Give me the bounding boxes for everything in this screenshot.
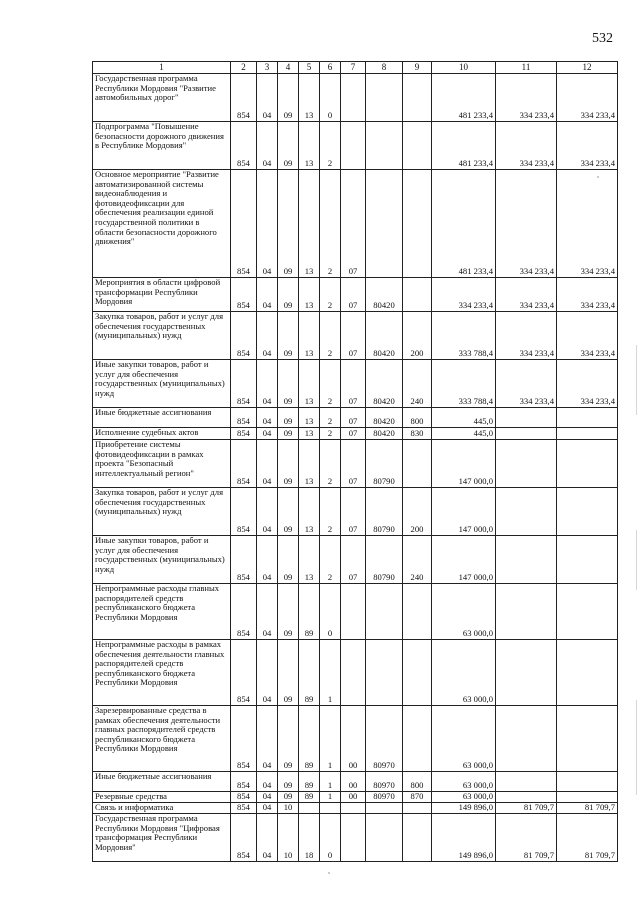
cell-c3: 04 <box>257 640 278 706</box>
cell-c12 <box>557 640 618 706</box>
cell-c4: 09 <box>278 706 299 772</box>
cell-c10: 147 000,0 <box>432 536 496 584</box>
row-name-cell: Закупка товаров, работ и услуг для обеспечения государственных (муниципальных) нужд <box>93 312 231 360</box>
table-row <box>93 772 618 792</box>
cell-c12 <box>557 488 618 536</box>
cell-c4: 09 <box>278 792 299 803</box>
cell-c11 <box>496 428 557 440</box>
cell-c5: 13 <box>299 360 320 408</box>
cell-c6: 2 <box>320 170 341 278</box>
row-name-cell: Основное мероприятие "Развитие автоматизированной системы видеонаблюдения и фотовидеофиксации для обеспечения реализации единой государственной политики в области безопасности дорожного движения" <box>93 170 231 278</box>
row-name-cell: Приобретение системы фотовидеофиксации в рамках проекта "Безопасный интеллектуальный регион" <box>93 440 231 488</box>
cell-c3: 04 <box>257 428 278 440</box>
row-name-cell: Закупка товаров, работ и услуг для обеспечения государственных (муниципальных) нужд <box>93 488 231 536</box>
cell-c3: 04 <box>257 278 278 312</box>
row-name-cell: Непрограммные расходы в рамках обеспечения деятельности главных распорядителей средств республиканского бюджета Республики Мордовия <box>93 640 231 706</box>
cell-c4: 09 <box>278 122 299 170</box>
cell-c12 <box>557 706 618 772</box>
cell-c5: 13 <box>299 440 320 488</box>
cell-c3: 04 <box>257 360 278 408</box>
cell-c2: 854 <box>231 428 257 440</box>
scan-line <box>636 700 637 795</box>
cell-c10: 333 788,4 <box>432 312 496 360</box>
cell-c8 <box>366 584 403 640</box>
cell-c5: 13 <box>299 428 320 440</box>
column-header: 8 <box>366 62 403 74</box>
cell-c8: 80970 <box>366 792 403 803</box>
cell-c12 <box>557 440 618 488</box>
row-name-cell: Иные закупки товаров, работ и услуг для обеспечения государственных (муниципальных) нужд <box>93 360 231 408</box>
row-name-cell: Непрограммные расходы главных распорядителей средств республиканского бюджета Республики Мордовия <box>93 584 231 640</box>
cell-c3: 04 <box>257 440 278 488</box>
scan-line <box>636 345 637 415</box>
column-header: 6 <box>320 62 341 74</box>
table-row <box>93 408 618 428</box>
cell-c6: 0 <box>320 814 341 862</box>
cell-c4: 09 <box>278 360 299 408</box>
table-row <box>93 792 618 803</box>
table-row <box>93 278 618 312</box>
cell-c4: 09 <box>278 772 299 792</box>
budget-table <box>92 61 618 862</box>
cell-c10: 149 896,0 <box>432 803 496 814</box>
cell-c4: 09 <box>278 640 299 706</box>
cell-c6: 0 <box>320 584 341 640</box>
cell-c5: 13 <box>299 408 320 428</box>
column-header: 10 <box>432 62 496 74</box>
cell-c11 <box>496 536 557 584</box>
cell-c4: 09 <box>278 278 299 312</box>
column-header: 12 <box>557 62 618 74</box>
cell-c10: 333 788,4 <box>432 360 496 408</box>
cell-c2: 854 <box>231 312 257 360</box>
cell-c3: 04 <box>257 122 278 170</box>
cell-c2: 854 <box>231 122 257 170</box>
cell-c10: 147 000,0 <box>432 488 496 536</box>
cell-c4: 09 <box>278 74 299 122</box>
cell-c7: 00 <box>341 772 366 792</box>
cell-c4: 09 <box>278 170 299 278</box>
cell-c10: 63 000,0 <box>432 584 496 640</box>
cell-c8: 80970 <box>366 772 403 792</box>
cell-c9 <box>403 706 432 772</box>
cell-c3: 04 <box>257 312 278 360</box>
cell-c7: 07 <box>341 360 366 408</box>
cell-c12: 81 709,7 <box>557 803 618 814</box>
cell-c5: 13 <box>299 312 320 360</box>
cell-c12: 334 233,4 <box>557 360 618 408</box>
cell-c9: 200 <box>403 312 432 360</box>
scan-speck <box>328 872 330 874</box>
cell-c5: 13 <box>299 74 320 122</box>
cell-c3: 04 <box>257 536 278 584</box>
cell-c7: 07 <box>341 536 366 584</box>
column-header: 4 <box>278 62 299 74</box>
column-header: 5 <box>299 62 320 74</box>
cell-c9: 830 <box>403 428 432 440</box>
table-row <box>93 428 618 440</box>
cell-c8 <box>366 170 403 278</box>
cell-c2: 854 <box>231 640 257 706</box>
cell-c10: 63 000,0 <box>432 772 496 792</box>
cell-c7: 00 <box>341 792 366 803</box>
cell-c3: 04 <box>257 792 278 803</box>
cell-c12: 334 233,4 <box>557 278 618 312</box>
cell-c6: 2 <box>320 536 341 584</box>
cell-c7: 07 <box>341 488 366 536</box>
cell-c4: 10 <box>278 814 299 862</box>
cell-c7: 00 <box>341 706 366 772</box>
cell-c3: 04 <box>257 814 278 862</box>
table-row <box>93 584 618 640</box>
cell-c2: 854 <box>231 278 257 312</box>
cell-c7 <box>341 74 366 122</box>
cell-c8: 80420 <box>366 312 403 360</box>
cell-c11 <box>496 584 557 640</box>
cell-c5: 89 <box>299 640 320 706</box>
row-name-cell: Иные бюджетные ассигнования <box>93 408 231 428</box>
cell-c6: 2 <box>320 408 341 428</box>
table-body <box>93 74 618 862</box>
cell-c2: 854 <box>231 772 257 792</box>
cell-c8: 80420 <box>366 408 403 428</box>
row-name-cell: Связь и информатика <box>93 803 231 814</box>
row-name-cell: Мероприятия в области цифровой трансформации Республики Мордовия <box>93 278 231 312</box>
cell-c2: 854 <box>231 360 257 408</box>
cell-c12 <box>557 408 618 428</box>
cell-c9 <box>403 640 432 706</box>
table-row <box>93 170 618 278</box>
row-name-cell: Государственная программа Республики Мордовия "Развитие автомобильных дорог" <box>93 74 231 122</box>
cell-c6: 2 <box>320 312 341 360</box>
table-row <box>93 360 618 408</box>
cell-c2: 854 <box>231 488 257 536</box>
cell-c6: 2 <box>320 360 341 408</box>
table-row <box>93 536 618 584</box>
cell-c8: 80790 <box>366 440 403 488</box>
cell-c11: 334 233,4 <box>496 278 557 312</box>
cell-c5: 13 <box>299 122 320 170</box>
cell-c4: 10 <box>278 803 299 814</box>
cell-c9 <box>403 170 432 278</box>
cell-c12: 334 233,4 <box>557 170 618 278</box>
cell-c4: 09 <box>278 488 299 536</box>
column-header: 9 <box>403 62 432 74</box>
cell-c11: 81 709,7 <box>496 814 557 862</box>
cell-c8: 80970 <box>366 706 403 772</box>
column-header: 1 <box>93 62 231 74</box>
cell-c5: 13 <box>299 536 320 584</box>
cell-c5: 18 <box>299 814 320 862</box>
cell-c7: 07 <box>341 408 366 428</box>
cell-c6 <box>320 803 341 814</box>
cell-c10: 63 000,0 <box>432 792 496 803</box>
row-name-cell: Исполнение судебных актов <box>93 428 231 440</box>
cell-c8 <box>366 640 403 706</box>
cell-c2: 854 <box>231 408 257 428</box>
cell-c6: 1 <box>320 640 341 706</box>
cell-c5 <box>299 803 320 814</box>
table-row <box>93 312 618 360</box>
cell-c12: 81 709,7 <box>557 814 618 862</box>
cell-c9: 240 <box>403 360 432 408</box>
row-name-cell: Зарезервированные средства в рамках обеспечения деятельности главных распорядителей средств республиканского бюджета Республики Мордовия <box>93 706 231 772</box>
cell-c2: 854 <box>231 584 257 640</box>
table-row <box>93 803 618 814</box>
cell-c8 <box>366 122 403 170</box>
cell-c11 <box>496 640 557 706</box>
cell-c10: 63 000,0 <box>432 706 496 772</box>
table-row <box>93 640 618 706</box>
cell-c11 <box>496 706 557 772</box>
cell-c12 <box>557 536 618 584</box>
cell-c9: 240 <box>403 536 432 584</box>
cell-c7: 07 <box>341 312 366 360</box>
cell-c9: 800 <box>403 772 432 792</box>
cell-c2: 854 <box>231 440 257 488</box>
cell-c7 <box>341 640 366 706</box>
cell-c2: 854 <box>231 803 257 814</box>
cell-c11: 334 233,4 <box>496 360 557 408</box>
cell-c9 <box>403 814 432 862</box>
cell-c4: 09 <box>278 440 299 488</box>
cell-c6: 1 <box>320 792 341 803</box>
cell-c4: 09 <box>278 408 299 428</box>
cell-c3: 04 <box>257 706 278 772</box>
cell-c9 <box>403 122 432 170</box>
cell-c8 <box>366 803 403 814</box>
cell-c9 <box>403 584 432 640</box>
cell-c10: 445,0 <box>432 408 496 428</box>
row-name-cell: Резервные средства <box>93 792 231 803</box>
cell-c2: 854 <box>231 792 257 803</box>
cell-c5: 13 <box>299 488 320 536</box>
cell-c4: 09 <box>278 584 299 640</box>
cell-c11: 334 233,4 <box>496 74 557 122</box>
cell-c2: 854 <box>231 536 257 584</box>
cell-c6: 1 <box>320 706 341 772</box>
table-row <box>93 122 618 170</box>
cell-c11 <box>496 772 557 792</box>
cell-c4: 09 <box>278 428 299 440</box>
cell-c7: 07 <box>341 278 366 312</box>
table-row <box>93 74 618 122</box>
cell-c3: 04 <box>257 803 278 814</box>
table-row <box>93 706 618 772</box>
cell-c10: 147 000,0 <box>432 440 496 488</box>
cell-c6: 2 <box>320 122 341 170</box>
cell-c10: 481 233,4 <box>432 122 496 170</box>
column-header: 7 <box>341 62 366 74</box>
cell-c4: 09 <box>278 536 299 584</box>
cell-c12 <box>557 584 618 640</box>
cell-c2: 854 <box>231 170 257 278</box>
cell-c3: 04 <box>257 408 278 428</box>
cell-c12: 334 233,4 <box>557 74 618 122</box>
scan-speck <box>597 176 599 178</box>
cell-c5: 13 <box>299 278 320 312</box>
cell-c9: 870 <box>403 792 432 803</box>
cell-c10: 63 000,0 <box>432 640 496 706</box>
cell-c7 <box>341 814 366 862</box>
row-name-cell: Подпрограмма "Повышение безопасности дорожного движения в Республике Мордовия" <box>93 122 231 170</box>
cell-c2: 854 <box>231 706 257 772</box>
cell-c6: 2 <box>320 488 341 536</box>
table-row <box>93 814 618 862</box>
cell-c7: 07 <box>341 428 366 440</box>
cell-c5: 89 <box>299 772 320 792</box>
cell-c10: 481 233,4 <box>432 170 496 278</box>
cell-c4: 09 <box>278 312 299 360</box>
cell-c6: 1 <box>320 772 341 792</box>
cell-c6: 2 <box>320 440 341 488</box>
cell-c9 <box>403 440 432 488</box>
cell-c6: 2 <box>320 428 341 440</box>
cell-c2: 854 <box>231 814 257 862</box>
cell-c2: 854 <box>231 74 257 122</box>
cell-c7: 07 <box>341 170 366 278</box>
cell-c8: 80790 <box>366 488 403 536</box>
column-header: 3 <box>257 62 278 74</box>
column-header: 2 <box>231 62 257 74</box>
table-header-row <box>93 62 618 74</box>
row-name-cell: Иные закупки товаров, работ и услуг для обеспечения государственных (муниципальных) нужд <box>93 536 231 584</box>
cell-c7 <box>341 122 366 170</box>
page-number: 532 <box>592 31 613 46</box>
cell-c12: 334 233,4 <box>557 122 618 170</box>
cell-c3: 04 <box>257 74 278 122</box>
cell-c3: 04 <box>257 584 278 640</box>
cell-c9 <box>403 74 432 122</box>
cell-c10: 445,0 <box>432 428 496 440</box>
cell-c8: 80420 <box>366 278 403 312</box>
cell-c5: 89 <box>299 584 320 640</box>
row-name-cell: Иные бюджетные ассигнования <box>93 772 231 792</box>
cell-c9: 800 <box>403 408 432 428</box>
cell-c6: 2 <box>320 278 341 312</box>
cell-c7: 07 <box>341 440 366 488</box>
cell-c11 <box>496 792 557 803</box>
scan-line <box>636 530 637 590</box>
cell-c9 <box>403 803 432 814</box>
row-name-cell: Государственная программа Республики Мордовия "Цифровая трансформация Республики Мордовия" <box>93 814 231 862</box>
cell-c12 <box>557 772 618 792</box>
cell-c5: 89 <box>299 706 320 772</box>
cell-c11 <box>496 440 557 488</box>
cell-c3: 04 <box>257 488 278 536</box>
cell-c10: 481 233,4 <box>432 74 496 122</box>
cell-c11: 81 709,7 <box>496 803 557 814</box>
cell-c8 <box>366 814 403 862</box>
cell-c9 <box>403 278 432 312</box>
cell-c11: 334 233,4 <box>496 312 557 360</box>
cell-c11: 334 233,4 <box>496 170 557 278</box>
cell-c12 <box>557 428 618 440</box>
cell-c7 <box>341 803 366 814</box>
cell-c12 <box>557 792 618 803</box>
cell-c8 <box>366 74 403 122</box>
cell-c8: 80790 <box>366 536 403 584</box>
cell-c12: 334 233,4 <box>557 312 618 360</box>
cell-c9: 200 <box>403 488 432 536</box>
cell-c11 <box>496 488 557 536</box>
cell-c11: 334 233,4 <box>496 122 557 170</box>
cell-c3: 04 <box>257 170 278 278</box>
cell-c10: 334 233,4 <box>432 278 496 312</box>
cell-c5: 13 <box>299 170 320 278</box>
table-row <box>93 488 618 536</box>
cell-c3: 04 <box>257 772 278 792</box>
column-header: 11 <box>496 62 557 74</box>
cell-c5: 89 <box>299 792 320 803</box>
cell-c8: 80420 <box>366 360 403 408</box>
table-row <box>93 440 618 488</box>
cell-c10: 149 896,0 <box>432 814 496 862</box>
cell-c8: 80420 <box>366 428 403 440</box>
cell-c6: 0 <box>320 74 341 122</box>
cell-c11 <box>496 408 557 428</box>
cell-c7 <box>341 584 366 640</box>
